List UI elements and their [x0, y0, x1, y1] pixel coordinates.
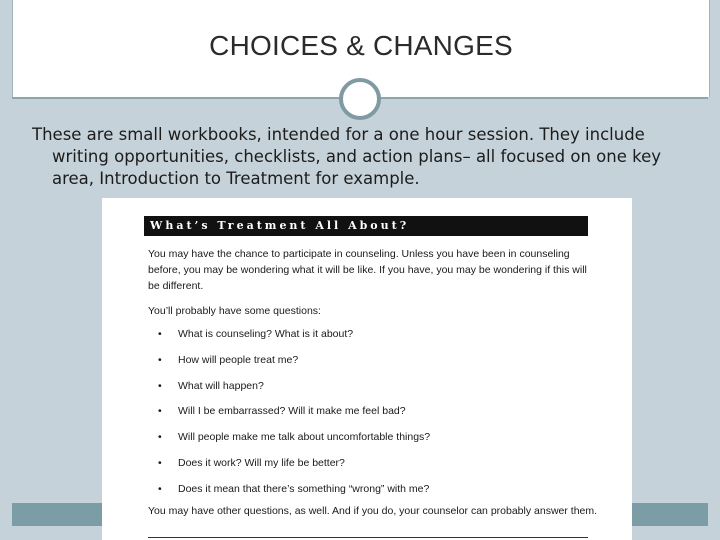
bullet: •	[158, 482, 162, 495]
workbook-header: What’s Treatment All About?	[144, 216, 588, 236]
list-item	[158, 403, 588, 429]
list-item	[158, 352, 588, 378]
bullet: •	[158, 431, 162, 444]
question-text: What is counseling? What is it about?	[178, 328, 354, 340]
question-text: Does it mean that there’s something “wrong” with me?	[178, 482, 430, 495]
bullet: •	[158, 353, 162, 366]
bullet: •	[158, 456, 162, 469]
page-rule	[148, 537, 588, 538]
list-item	[158, 326, 588, 352]
list-item	[158, 455, 588, 481]
list-item	[158, 378, 588, 404]
workbook-closing: You may have other questions, as well. And if you do, your counselor can probably answer them.	[148, 505, 598, 517]
question-list	[158, 326, 588, 507]
question-text: Will people make me talk about uncomfortable things?	[178, 431, 431, 444]
divider-circle-ornament	[339, 78, 381, 120]
bullet: •	[158, 328, 162, 340]
slide-title: CHOICES & CHANGES	[209, 30, 513, 61]
list-item	[158, 429, 588, 455]
workbook-questions-intro: You’ll probably have some questions:	[148, 305, 321, 317]
bullet: •	[158, 405, 162, 418]
workbook-page-image	[102, 198, 632, 540]
question-text: Does it work? Will my life be better?	[178, 456, 345, 469]
question-text: What will happen?	[178, 379, 264, 392]
workbook-intro: You may have the chance to participate in counseling. Unless you have been in counseling before, you may be wondering what it will be like. If you have, you may be wondering if this will be different.	[148, 248, 587, 292]
slide-body-text: These are small workbooks, intended for a one hour session. They include writing opportunities, checklists, and action plans– all focused on one key area, Introduction to Treatment for example.	[32, 125, 661, 188]
question-text: Will I be embarrassed? Will it make me feel bad?	[178, 405, 406, 418]
bullet: •	[158, 379, 162, 392]
question-text: How will people treat me?	[178, 353, 299, 366]
